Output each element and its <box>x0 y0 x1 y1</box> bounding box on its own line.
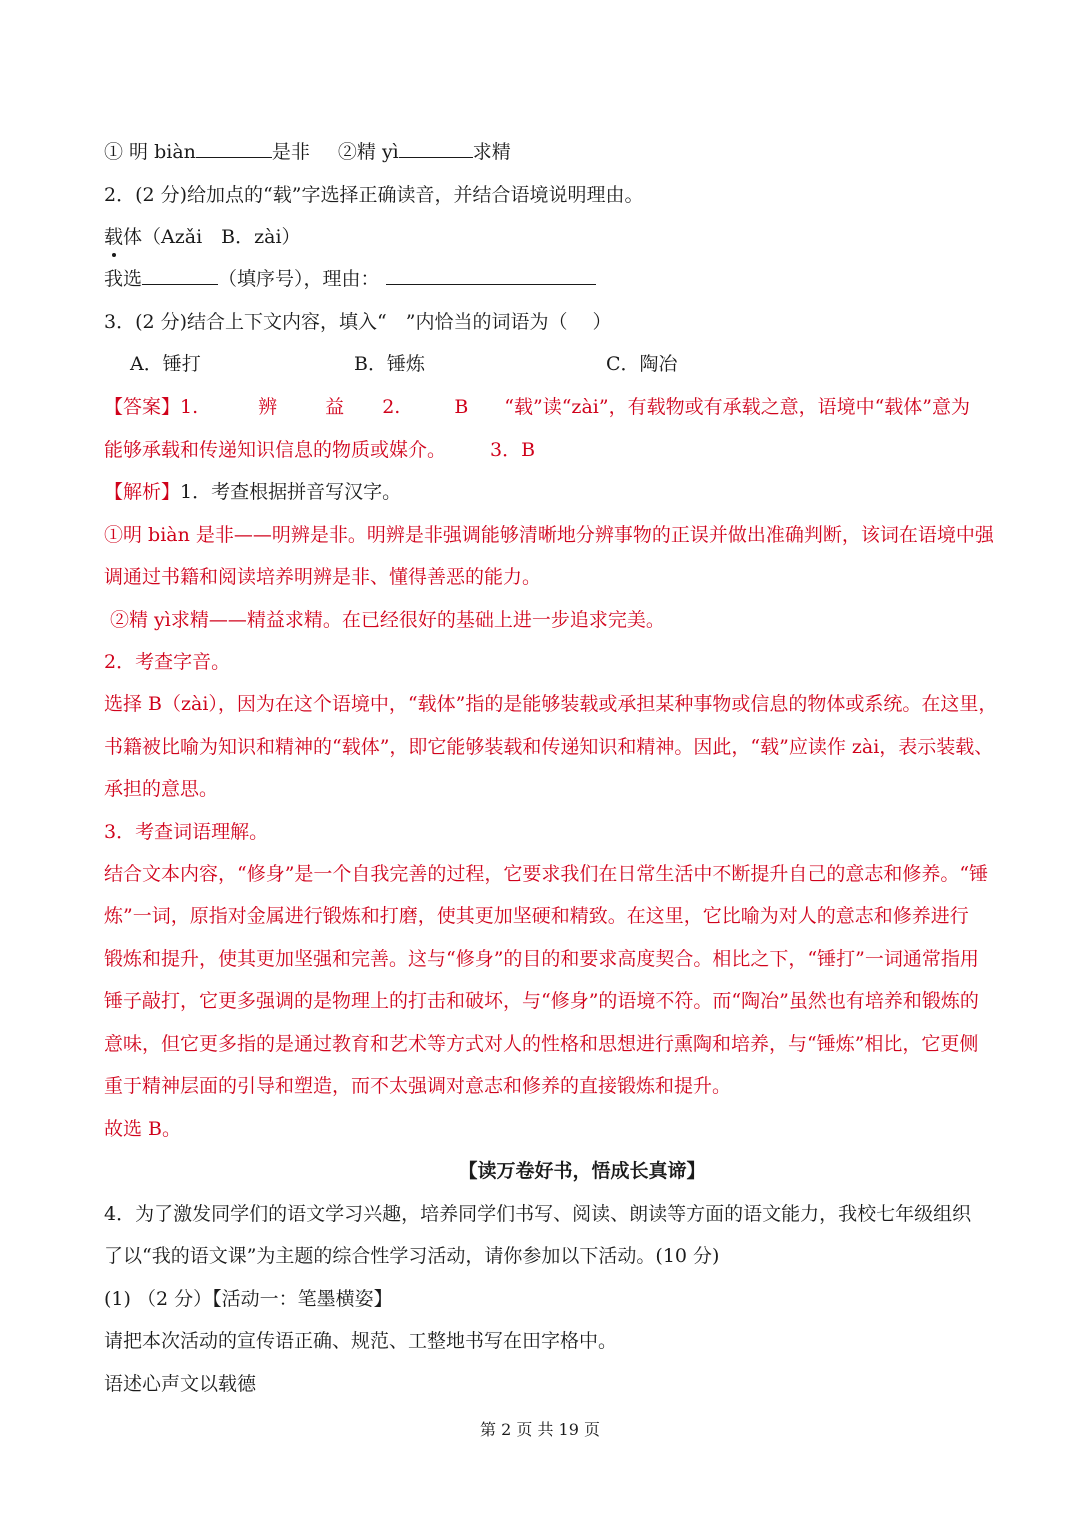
q1-part2-prefix: ②精 yì <box>337 141 399 163</box>
q2-reason-blank[interactable] <box>386 266 596 285</box>
answer-part-b: B <box>454 396 469 418</box>
answer-line-1 <box>104 393 984 421</box>
analysis-p3-l2: 书籍被比喻为知识和精神的“载体”，即它能够装载和传递知识和精神。因此，“载”应读作 zài，表示装载、 <box>104 736 994 758</box>
analysis-p4-l5: 意味，但它更多指的是通过教育和艺术等方式对人的性格和思想进行熏陶和培养，与“锤炼”相比，它更侧 <box>104 1033 979 1055</box>
analysis-p4-l2: 炼”一词，原指对金属进行锻炼和打磨，使其更加坚硬和精致。在这里，它比喻为对人的意志和修养进行 <box>104 905 969 927</box>
analysis-p4-l3: 锻炼和提升，使其更加坚强和完善。这与“修身”的目的和要求高度契合。相比之下，“锤打”一词通常指用 <box>104 948 979 970</box>
analysis-p4-l1: 结合文本内容，“修身”是一个自我完善的过程，它要求我们在日常生活中不断提升自己的意志和修养。“锤 <box>104 863 989 885</box>
analysis-heading-3: 3．考查词语理解。 <box>104 821 269 843</box>
q1-part1-prefix: ① 明 biàn <box>104 141 196 163</box>
q4-stem-l2: 了以“我的语文课”为主题的综合性学习活动，请你参加以下活动。(10 分) <box>104 1245 720 1267</box>
q4-stem-l1: 4．为了激发同学们的语文学习兴趣，培养同学们书写、阅读、朗读等方面的语文能力，我校七年级组织 <box>104 1203 972 1225</box>
answer-part-bian: 辨 <box>258 396 278 418</box>
q3-option-c: C．陶冶 <box>606 353 678 375</box>
section-title: 【读万卷好书，悟成长真谛】 <box>458 1160 706 1182</box>
answer-part-yi: 益 <box>325 396 345 418</box>
analysis-heading-1 <box>104 478 984 506</box>
analysis-p1-l2: 调通过书籍和阅读培养明辨是非、懂得善恶的能力。 <box>104 566 542 588</box>
analysis-conclusion: 故选 B。 <box>104 1118 182 1140</box>
q2-word-options: 体（Azǎi B．zài） <box>123 226 301 248</box>
analysis-p4-l6: 重于精神层面的引导和塑造，而不太强调对意志和修养的直接锻炼和提升。 <box>104 1075 732 1097</box>
analysis-heading-2: 2．考查字音。 <box>104 651 231 673</box>
q2-choose-prefix: 我选 <box>104 268 143 290</box>
analysis-p4-l4: 锤子敲打，它更多强调的是物理上的打击和破坏，与“修身”的语境不符。而“陶冶”虽然也有培养和锻炼的 <box>104 990 979 1012</box>
analysis-p3-l1: 选择 B（zài），因为在这个语境中，“载体”指的是能够装载或承担某种事物或信息的物体或系统。在这里， <box>104 693 998 715</box>
analysis-p1-l1: ①明 biàn 是非——明辨是非。明辨是非强调能够清晰地分辨事物的正误并做出准确判断，该词在语境中强 <box>104 524 994 546</box>
q2-choose-mid: （填序号），理由： <box>218 268 380 290</box>
answer-part-explain: “载”读“zài”，有载物或有承载之意，语境中“载体”意为 <box>504 396 970 418</box>
page-number-footer: 第 2 页 共 19 页 <box>480 1420 600 1439</box>
q3-stem: 3．(2 分)结合上下文内容，填入“ ”内恰当的词语为（ ） <box>104 311 612 333</box>
answer-line-2-text: 能够承载和传递知识信息的物质或媒介。 <box>104 439 447 461</box>
q3-option-a: A．锤打 <box>130 353 201 375</box>
answer-part-1: 1. <box>180 396 199 418</box>
q1-pinyin-line <box>104 138 984 166</box>
q1-blank-1[interactable] <box>196 139 272 158</box>
answer-line-2 <box>104 436 984 464</box>
q4-sub1-instruction: 请把本次活动的宣传语正确、规范、工整地书写在田字格中。 <box>104 1330 618 1352</box>
analysis-head-1: 1．考查根据拼音写汉字。 <box>180 481 402 503</box>
q1-part2-suffix: 求精 <box>472 141 511 163</box>
answer-part-2: 2. <box>382 396 401 418</box>
q1-part1-suffix: 是非 <box>271 141 310 163</box>
answer-label: 【答案】 <box>104 396 181 418</box>
analysis-p3-l3: 承担的意思。 <box>104 778 219 800</box>
q2-word-line <box>104 223 984 251</box>
analysis-p2: ②精 yì求精——精益求精。在已经很好的基础上进一步追求完美。 <box>110 609 665 631</box>
q3-option-b: B．锤炼 <box>354 353 425 375</box>
analysis-label: 【解析】 <box>104 481 181 503</box>
q4-sub1-heading: (1) （2 分）【活动一：笔墨横姿】 <box>104 1288 393 1310</box>
q2-choice-blank[interactable] <box>142 266 218 285</box>
q2-answer-line <box>104 265 984 293</box>
q1-blank-2[interactable] <box>399 139 473 158</box>
q2-stem: 2．(2 分)给加点的“载”字选择正确读音，并结合语境说明理由。 <box>104 184 644 206</box>
q2-dotted-char: 载 <box>104 223 123 251</box>
answer-line-2-tail: 3．B <box>490 439 536 461</box>
q4-slogan: 语述心声文以载德 <box>104 1373 257 1395</box>
